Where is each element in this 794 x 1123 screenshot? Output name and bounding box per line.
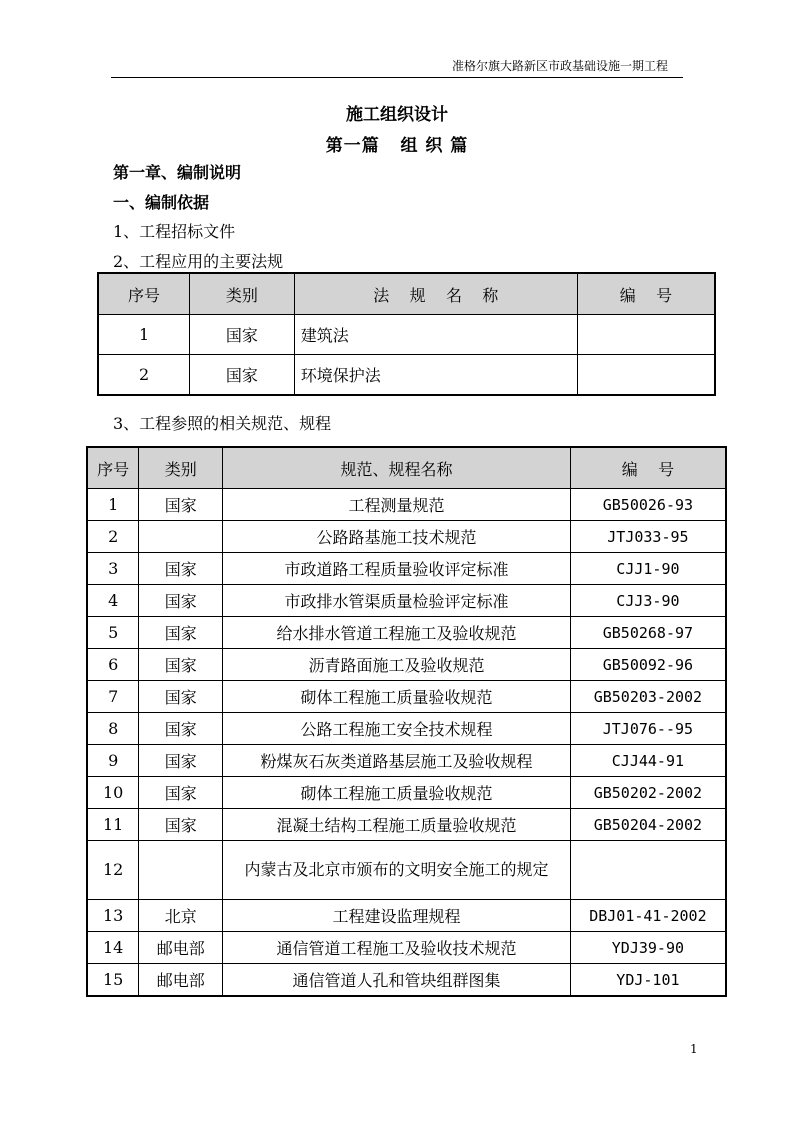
table-row xyxy=(87,745,726,777)
cell-code: GB50203-2002 xyxy=(570,681,726,713)
standards-table-header xyxy=(87,447,726,489)
cell-category: 国家 xyxy=(190,355,295,396)
running-header: 准格尔旗大路新区市政基础设施一期工程 xyxy=(451,59,668,73)
cell-name: 砌体工程施工质量验收规范 xyxy=(223,777,571,809)
table-row xyxy=(87,553,726,585)
cell-index: 3 xyxy=(87,553,139,585)
cell-index: 13 xyxy=(87,900,139,932)
col-header-index: 序号 xyxy=(87,447,139,489)
col-header-standard-name: 规范、规程名称 xyxy=(223,447,571,489)
item-standards: 3、工程参照的相关规范、规程 xyxy=(113,414,332,433)
cell-name: 公路工程施工安全技术规程 xyxy=(223,713,571,745)
cell-category: 国家 xyxy=(190,315,295,355)
cell-index: 11 xyxy=(87,809,139,841)
table-row xyxy=(87,809,726,841)
cell-index: 8 xyxy=(87,713,139,745)
cell-code xyxy=(577,355,715,396)
cell-code: GB50268-97 xyxy=(570,617,726,649)
table-row xyxy=(87,964,726,997)
cell-name: 混凝土结构工程施工质量验收规范 xyxy=(223,809,571,841)
cell-category: 国家 xyxy=(139,585,223,617)
cell-category: 国家 xyxy=(139,649,223,681)
cell-index: 15 xyxy=(87,964,139,997)
cell-code: JTJ033-95 xyxy=(570,521,726,553)
table-row xyxy=(87,900,726,932)
cell-code xyxy=(577,315,715,355)
header-rule xyxy=(111,77,683,78)
cell-category: 国家 xyxy=(139,553,223,585)
cell-index: 14 xyxy=(87,932,139,964)
cell-category: 国家 xyxy=(139,713,223,745)
cell-index: 5 xyxy=(87,617,139,649)
cell-name: 沥青路面施工及验收规范 xyxy=(223,649,571,681)
cell-name: 内蒙古及北京市颁布的文明安全施工的规定 xyxy=(223,841,571,900)
table-row xyxy=(87,681,726,713)
table-row xyxy=(87,841,726,900)
cell-name: 工程建设监理规程 xyxy=(223,900,571,932)
cell-index: 7 xyxy=(87,681,139,713)
cell-category: 国家 xyxy=(139,617,223,649)
table-row xyxy=(87,713,726,745)
cell-name: 环境保护法 xyxy=(294,355,577,396)
document-subtitle: 第一篇 组 织 篇 xyxy=(325,136,469,156)
cell-category: 邮电部 xyxy=(139,964,223,997)
cell-category: 国家 xyxy=(139,777,223,809)
cell-category: 国家 xyxy=(139,681,223,713)
col-header-law-name: 法 规 名 称 xyxy=(294,273,577,315)
document-title: 施工组织设计 xyxy=(346,105,448,125)
col-header-code: 编 号 xyxy=(570,447,726,489)
table-row xyxy=(98,315,715,355)
cell-index: 2 xyxy=(98,355,190,396)
cell-name: 通信管道人孔和管块组群图集 xyxy=(223,964,571,997)
cell-category: 北京 xyxy=(139,900,223,932)
cell-name: 建筑法 xyxy=(294,315,577,355)
cell-code: GB50202-2002 xyxy=(570,777,726,809)
cell-category xyxy=(139,841,223,900)
cell-index: 6 xyxy=(87,649,139,681)
cell-index: 10 xyxy=(87,777,139,809)
cell-category: 国家 xyxy=(139,745,223,777)
cell-code: DBJ01-41-2002 xyxy=(570,900,726,932)
cell-code: GB50026-93 xyxy=(570,489,726,521)
table-row xyxy=(87,617,726,649)
cell-code: GB50092-96 xyxy=(570,649,726,681)
cell-code: GB50204-2002 xyxy=(570,809,726,841)
cell-code: CJJ3-90 xyxy=(570,585,726,617)
item-laws: 2、工程应用的主要法规 xyxy=(113,252,284,271)
col-header-index: 序号 xyxy=(98,273,190,315)
cell-index: 12 xyxy=(87,841,139,900)
col-header-category: 类别 xyxy=(139,447,223,489)
table-row xyxy=(87,932,726,964)
cell-code: YDJ39-90 xyxy=(570,932,726,964)
chapter-heading: 第一章、编制说明 xyxy=(113,163,242,182)
cell-code: JTJ076--95 xyxy=(570,713,726,745)
cell-index: 1 xyxy=(87,489,139,521)
cell-index: 9 xyxy=(87,745,139,777)
cell-code: CJJ1-90 xyxy=(570,553,726,585)
cell-code xyxy=(570,841,726,900)
cell-code: CJJ44-91 xyxy=(570,745,726,777)
table-row xyxy=(87,489,726,521)
standards-table xyxy=(86,446,727,997)
col-header-code: 编 号 xyxy=(577,273,715,315)
laws-table xyxy=(97,272,716,396)
cell-name: 公路路基施工技术规范 xyxy=(223,521,571,553)
table-row xyxy=(87,649,726,681)
laws-table-header xyxy=(98,273,715,315)
cell-category xyxy=(139,521,223,553)
section-heading: 一、编制依据 xyxy=(113,193,210,212)
cell-name: 工程测量规范 xyxy=(223,489,571,521)
cell-name: 砌体工程施工质量验收规范 xyxy=(223,681,571,713)
cell-category: 国家 xyxy=(139,489,223,521)
cell-code: YDJ-101 xyxy=(570,964,726,997)
cell-category: 邮电部 xyxy=(139,932,223,964)
cell-category: 国家 xyxy=(139,809,223,841)
cell-name: 市政道路工程质量验收评定标准 xyxy=(223,553,571,585)
cell-name: 市政排水管渠质量检验评定标准 xyxy=(223,585,571,617)
cell-name: 给水排水管道工程施工及验收规范 xyxy=(223,617,571,649)
table-row xyxy=(87,585,726,617)
page-number: 1 xyxy=(690,1042,698,1056)
table-row xyxy=(87,777,726,809)
cell-index: 4 xyxy=(87,585,139,617)
item-tender-docs: 1、工程招标文件 xyxy=(113,222,236,241)
table-row xyxy=(98,355,715,396)
table-row xyxy=(87,521,726,553)
cell-name: 通信管道工程施工及验收技术规范 xyxy=(223,932,571,964)
cell-name: 粉煤灰石灰类道路基层施工及验收规程 xyxy=(223,745,571,777)
col-header-category: 类别 xyxy=(190,273,295,315)
cell-index: 1 xyxy=(98,315,190,355)
cell-index: 2 xyxy=(87,521,139,553)
